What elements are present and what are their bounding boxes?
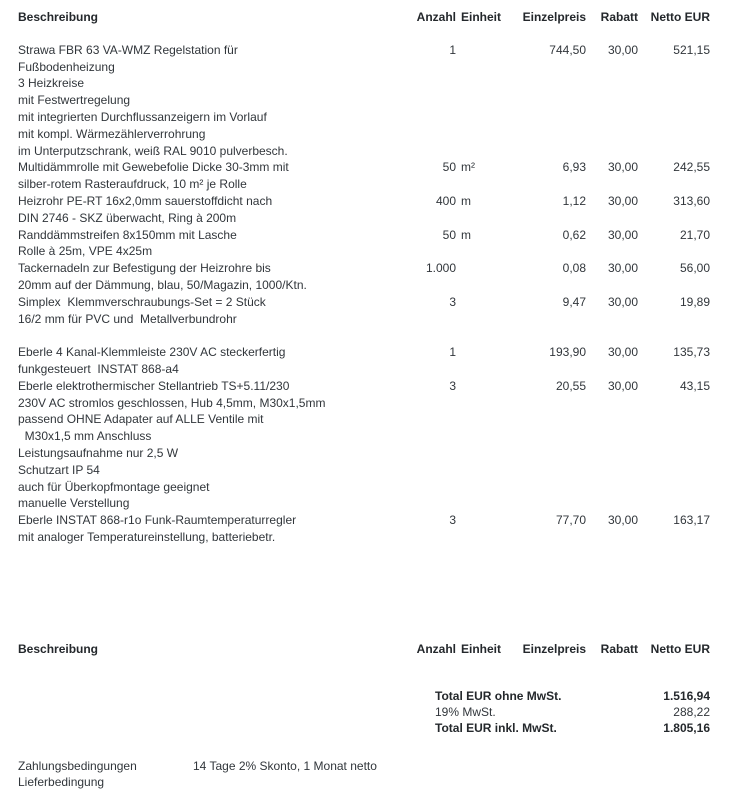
- table-header-top: [18, 9, 710, 26]
- total-net-row: [18, 688, 710, 704]
- table-row-continuation: [18, 395, 710, 412]
- cell-desc: auch für Überkopfmontage geeignet: [18, 479, 210, 494]
- cell-desc: 16/2 mm für PVC und Metallverbundrohr: [18, 311, 237, 326]
- cell-rab: 30,00: [607, 294, 638, 309]
- cell-desc: mit kompl. Wärmezählerverrohrung: [18, 126, 206, 141]
- cell-anz: 3: [449, 294, 456, 309]
- cell-ep: 1,12: [562, 193, 586, 208]
- table-row: [18, 344, 710, 361]
- cell-anz: 50: [442, 227, 456, 242]
- total-gross-row: [18, 720, 710, 736]
- cell-anz: 50: [442, 160, 456, 175]
- table-row: [18, 159, 710, 176]
- table-row-continuation: [18, 176, 710, 193]
- payment-terms-value: 14 Tage 2% Skonto, 1 Monat netto: [193, 758, 377, 773]
- cell-anz: 3: [449, 513, 456, 528]
- total-gross-value: 1.805,16: [663, 720, 710, 735]
- cell-desc: silber-rotem Rasteraufdruck, 10 m² je Rolle: [18, 177, 247, 192]
- delivery-terms-value: [193, 774, 710, 791]
- cell-desc: mit integrierten Durchflussanzeigern im Vorlauf: [18, 109, 267, 124]
- cell-ep: 0,08: [562, 261, 586, 276]
- cell-desc: Strawa FBR 63 VA-WMZ Regelstation für: [18, 42, 238, 57]
- table-header-bottom: [18, 641, 710, 658]
- cell-desc: 3 Heizkreise: [18, 76, 85, 91]
- cell-ein: [456, 378, 506, 395]
- cell-ep: 77,70: [555, 513, 586, 528]
- table-row-continuation: [18, 445, 710, 462]
- column-header-anzahl: Anzahl: [416, 10, 456, 24]
- cell-desc: mit Festwertregelung: [18, 93, 131, 108]
- cell-desc: Fußbodenheizung: [18, 59, 115, 74]
- total-gross-label: Total EUR inkl. MwSt.: [435, 720, 557, 735]
- table-row: [18, 294, 710, 311]
- delivery-terms-row: [18, 774, 710, 791]
- cell-rab: 30,00: [607, 513, 638, 528]
- table-row-continuation: [18, 243, 710, 260]
- total-net-value: 1.516,94: [663, 688, 710, 703]
- table-row: [18, 193, 710, 210]
- table-row-continuation: [18, 462, 710, 479]
- cell-ein: [456, 42, 506, 59]
- cell-rab: 30,00: [607, 160, 638, 175]
- column-header-einzelpreis: Einzelpreis: [522, 10, 586, 24]
- cell-ein: [456, 294, 506, 311]
- cell-rab: 30,00: [607, 345, 638, 360]
- cell-anz: 1.000: [425, 261, 456, 276]
- table-row-continuation: [18, 210, 710, 227]
- cell-ep: 193,90: [549, 345, 586, 360]
- cell-desc: Leistungsaufnahme nur 2,5 W: [18, 445, 179, 460]
- cell-desc: im Unterputzschrank, weiß RAL 9010 pulverbesch.: [18, 143, 288, 158]
- cell-ein: [456, 260, 506, 277]
- cell-net: 19,89: [679, 294, 710, 309]
- cell-desc: Eberle INSTAT 868-r1o Funk-Raumtemperaturregler: [18, 513, 297, 528]
- cell-desc: mit analoger Temperatureinstellung, batteriebetr.: [18, 529, 276, 544]
- table-row-continuation: [18, 529, 710, 546]
- column-header-beschreibung: Beschreibung: [18, 641, 99, 656]
- cell-anz: 1: [449, 345, 456, 360]
- cell-net: 135,73: [673, 345, 710, 360]
- totals-block: [18, 688, 710, 736]
- cell-desc: passend OHNE Adapater auf ALLE Ventile mit: [18, 412, 264, 427]
- cell-ep: 744,50: [549, 42, 586, 57]
- cell-anz: 1: [449, 42, 456, 57]
- column-header-anzahl: Anzahl: [416, 641, 456, 656]
- cell-rab: 30,00: [607, 227, 638, 242]
- column-header-einzelpreis: Einzelpreis: [522, 641, 586, 656]
- column-header-einheit: Einheit: [461, 641, 502, 656]
- cell-rab: 30,00: [607, 378, 638, 393]
- payment-terms-label: Zahlungsbedingungen: [18, 758, 137, 773]
- cell-ep: 6,93: [562, 160, 586, 175]
- payment-terms-row: [18, 758, 710, 775]
- cell-anz: 400: [435, 193, 456, 208]
- cell-net: 56,00: [679, 261, 710, 276]
- table-row-continuation: [18, 59, 710, 76]
- cell-desc: 20mm auf der Dämmung, blau, 50/Magazin, 1000/Ktn.: [18, 277, 307, 292]
- table-row-continuation: [18, 92, 710, 109]
- column-header-beschreibung: Beschreibung: [18, 10, 99, 24]
- cell-net: 163,17: [673, 513, 710, 528]
- cell-desc: 230V AC stromlos geschlossen, Hub 4,5mm, M30x1,5mm: [18, 395, 326, 410]
- cell-ein: m: [461, 227, 471, 242]
- table-row-continuation: [18, 479, 710, 496]
- column-header-rabatt: Rabatt: [600, 10, 638, 24]
- cell-ein: m: [461, 193, 471, 208]
- line-items-table: [18, 42, 710, 546]
- cell-desc: funkgesteuert INSTAT 868-a4: [18, 361, 179, 376]
- cell-anz: 3: [449, 378, 456, 393]
- cell-ein: [456, 512, 506, 529]
- row-spacer: [18, 327, 710, 344]
- table-row-continuation: [18, 126, 710, 143]
- table-row-continuation: [18, 428, 710, 445]
- cell-ein: [456, 344, 506, 361]
- cell-rab: 30,00: [607, 193, 638, 208]
- cell-desc: Schutzart IP 54: [18, 462, 100, 477]
- table-row-continuation: [18, 277, 710, 294]
- cell-ep: 20,55: [555, 378, 586, 393]
- table-row: [18, 227, 710, 244]
- terms-block: [18, 758, 710, 792]
- table-row-continuation: [18, 361, 710, 378]
- cell-net: 313,60: [673, 193, 710, 208]
- vat-value: 288,22: [673, 704, 710, 719]
- cell-desc: Tackernadeln zur Befestigung der Heizrohre bis: [18, 261, 271, 276]
- cell-desc: DIN 2746 - SKZ überwacht, Ring à 200m: [18, 210, 237, 225]
- cell-desc: M30x1,5 mm Anschluss: [18, 429, 152, 444]
- column-header-netto-eur: Netto EUR: [650, 10, 710, 24]
- total-net-label: Total EUR ohne MwSt.: [435, 688, 562, 703]
- column-header-rabatt: Rabatt: [600, 641, 638, 656]
- table-row-continuation: [18, 495, 710, 512]
- table-row-continuation: [18, 411, 710, 428]
- cell-desc: Heizrohr PE-RT 16x2,0mm sauerstoffdicht nach: [18, 193, 273, 208]
- table-row: [18, 378, 710, 395]
- cell-net: 21,70: [679, 227, 710, 242]
- cell-net: 43,15: [679, 378, 710, 393]
- cell-desc: manuelle Verstellung: [18, 496, 130, 511]
- cell-desc: Randdämmstreifen 8x150mm mit Lasche: [18, 227, 237, 242]
- cell-ep: 0,62: [562, 227, 586, 242]
- table-row: [18, 42, 710, 59]
- table-row-continuation: [18, 311, 710, 328]
- cell-ep: 9,47: [562, 294, 586, 309]
- column-header-einheit: Einheit: [461, 10, 502, 24]
- table-row-continuation: [18, 75, 710, 92]
- table-row: [18, 512, 710, 529]
- table-row-continuation: [18, 109, 710, 126]
- cell-desc: Eberle elektrothermischer Stellantrieb TS+5.11/230: [18, 378, 290, 393]
- cell-desc: Multidämmrolle mit Gewebefolie Dicke 30-3mm mit: [18, 160, 289, 175]
- cell-net: 521,15: [673, 42, 710, 57]
- vat-row: [18, 704, 710, 720]
- vat-label: 19% MwSt.: [435, 704, 496, 719]
- delivery-terms-label: Lieferbedingung: [18, 775, 105, 790]
- cell-net: 242,55: [673, 160, 710, 175]
- cell-ein: m²: [461, 160, 475, 175]
- table-row: [18, 260, 710, 277]
- cell-desc: Rolle à 25m, VPE 4x25m: [18, 244, 153, 259]
- cell-rab: 30,00: [607, 261, 638, 276]
- column-header-netto-eur: Netto EUR: [650, 641, 710, 656]
- table-row-continuation: [18, 143, 710, 160]
- cell-desc: Simplex Klemmverschraubungs-Set = 2 Stück: [18, 294, 266, 309]
- cell-desc: Eberle 4 Kanal-Klemmleiste 230V AC steckerfertig: [18, 345, 286, 360]
- cell-rab: 30,00: [607, 42, 638, 57]
